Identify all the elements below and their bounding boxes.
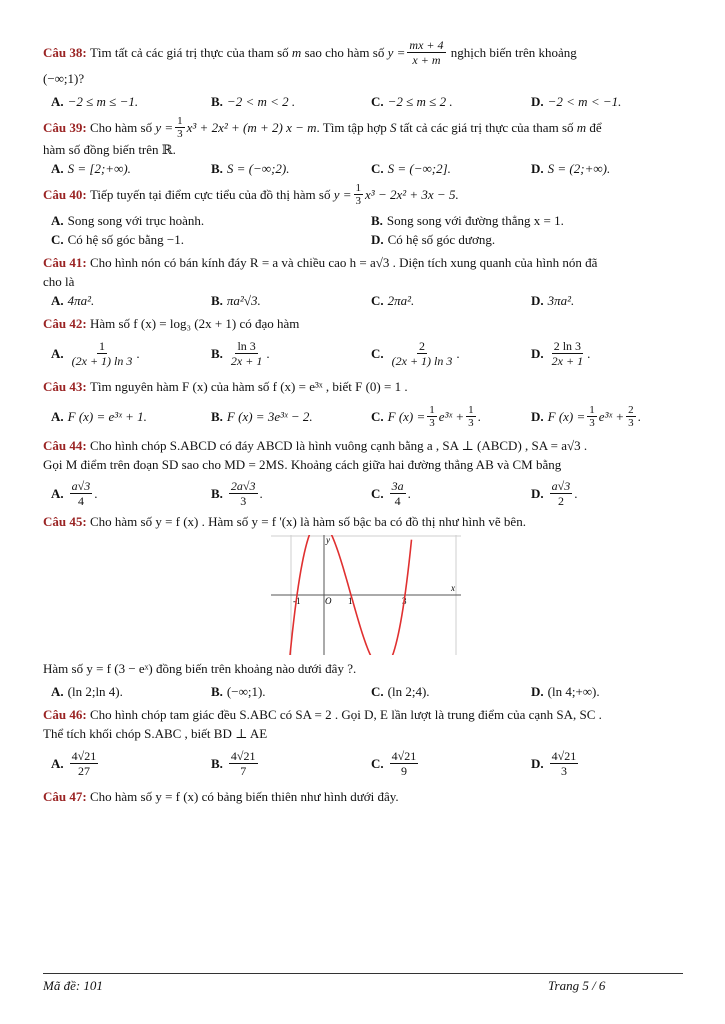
q46-option-b[interactable]: B. $\frac{4√21}{7}$ bbox=[211, 748, 256, 778]
q41-option-d[interactable]: D. 3πa². bbox=[531, 293, 575, 308]
q43-stem: Câu 43: Tìm nguyên hàm F (x) của hàm số f (x) = e³ˣ , biết F (0) = 1 . bbox=[43, 379, 408, 394]
q47-stem: Câu 47: Cho hàm số y = f (x) có bảng biến thiên như hình dưới đây. bbox=[43, 789, 399, 804]
q46-stem: Câu 46: Cho hình chóp tam giác đều S.ABC có SA = 2 . Gọi D, E lần lượt là trung điểm của cạnh SA, SC . bbox=[43, 707, 602, 722]
derivative-graph bbox=[271, 535, 461, 655]
q44-option-b[interactable]: B. $\frac{2a√3}{3}$ . bbox=[211, 478, 263, 508]
q39-option-a[interactable]: A. S = [2;+∞). bbox=[51, 161, 131, 176]
origin-label: O bbox=[325, 596, 332, 606]
q38-option-a[interactable]: A. −2 ≤ m ≤ −1. bbox=[51, 94, 139, 109]
question-40 bbox=[43, 182, 683, 249]
page-number: Trang 5 / 6 bbox=[548, 978, 606, 993]
tick-1: 1 bbox=[348, 596, 353, 606]
q41-options bbox=[43, 291, 683, 310]
q46-option-d[interactable]: D. $\frac{4√21}{3}$ bbox=[531, 748, 577, 778]
q45-option-c[interactable]: C. (ln 2;4). bbox=[371, 684, 430, 699]
q40-options-row1 bbox=[43, 211, 683, 230]
q41-option-a[interactable]: A. 4πa². bbox=[51, 293, 95, 308]
q42-options bbox=[43, 333, 683, 373]
q38-stem: Câu 38: Tìm tất cả các giá trị thực của tham số m sao cho hàm số y = $\frac{mx + 4}{x + m}$ nghịch biến trên khoảng bbox=[43, 38, 577, 67]
question-39: Câu 39: Cho hàm số y = $\frac{1}{3}$ x³ + 2x² + (m + 2) x − m . Tìm tập hợp S tất cả các giá trị thực của tham số m để hàm số đồng biến trên ℝ. A. S = [2;+∞). B. S = (−∞;2). C. S = (−∞;2]. D. S = (2;+∞). bbox=[43, 115, 683, 178]
q44-label: Câu 44: bbox=[43, 438, 87, 453]
q38-fraction: $\frac{mx + 4}{x + m}$ bbox=[409, 38, 444, 67]
q41-option-b[interactable]: B. πa²√3. bbox=[211, 293, 261, 308]
q42-option-b[interactable]: B. $\frac{\ln 3}{2x + 1}$ . bbox=[211, 338, 270, 368]
q42-option-c[interactable]: C. $\frac{2}{(2x + 1) \ln 3}$ . bbox=[371, 338, 460, 368]
q43-option-d[interactable]: D. F (x) = $\frac{1}{3}$ e³ˣ + $\frac{2}{3}$ . bbox=[531, 403, 641, 429]
q38-options bbox=[43, 92, 683, 111]
q44-stem: Câu 44: Cho hình chóp S.ABCD có đáy ABCD là hình vuông cạnh bằng a , SA ⊥ (ABCD) , SA = a√3 . bbox=[43, 438, 588, 453]
q46-label: Câu 46: bbox=[43, 707, 87, 722]
q46-option-c[interactable]: C. $\frac{4√21}{9}$ bbox=[371, 748, 417, 778]
q39-option-c[interactable]: C. S = (−∞;2]. bbox=[371, 161, 451, 176]
question-43 bbox=[43, 377, 683, 432]
q46-options bbox=[43, 743, 683, 783]
q44-option-c[interactable]: C. $\frac{3a}{4}$ . bbox=[371, 478, 411, 508]
q45-option-b[interactable]: B. (−∞;1). bbox=[211, 684, 266, 699]
q40-option-b[interactable]: B. Song song với đường thẳng x = 1. bbox=[371, 213, 564, 228]
tick-3: 3 bbox=[402, 596, 407, 606]
q45-label: Câu 45: bbox=[43, 514, 87, 529]
x-axis-label: x bbox=[451, 583, 455, 593]
question-41: Câu 41: Cho hình nón có bán kính đáy R = a và chiều cao h = a√3 . Diện tích xung quanh của hình nón đã cho là A. 4πa². B. πa²√3. C. 2πa². D. 3πa². bbox=[43, 253, 683, 310]
q47-label: Câu 47: bbox=[43, 789, 87, 804]
q41-label: Câu 41: bbox=[43, 255, 87, 270]
q45-graph bbox=[271, 535, 461, 655]
q39-option-d[interactable]: D. S = (2;+∞). bbox=[531, 161, 611, 176]
q43-label: Câu 43: bbox=[43, 379, 87, 394]
q45-options bbox=[43, 682, 683, 701]
q39-label: Câu 39: bbox=[43, 120, 87, 135]
q43-option-b[interactable]: B. F (x) = 3e³ˣ − 2. bbox=[211, 408, 313, 424]
question-38 bbox=[43, 38, 683, 111]
q38-label: Câu 38: bbox=[43, 45, 87, 60]
exam-page bbox=[43, 38, 683, 806]
q42-option-d[interactable]: D. $\frac{2 \ln 3}{2x + 1}$ . bbox=[531, 338, 591, 368]
q46-option-a[interactable]: A. $\frac{4√21}{27}$ bbox=[51, 748, 97, 778]
question-45 bbox=[43, 512, 683, 701]
q43-options bbox=[43, 400, 683, 432]
q40-option-d[interactable]: D. Có hệ số góc dương. bbox=[371, 232, 496, 247]
question-46: Câu 46: Cho hình chóp tam giác đều S.ABC có SA = 2 . Gọi D, E lần lượt là trung điểm của cạnh SA, SC . Thể tích khối chóp S.ABC , biết BD ⊥ AE A. $\frac{4√21}{27}$ B. $\frac{4√21}{7}$ C. $\frac{4√21}{9}$ D. $\frac{4√21}{3}$ bbox=[43, 705, 683, 783]
q39-stem: Câu 39: Cho hàm số y = $\frac{1}{3}$ x³ + 2x² + (m + 2) x − m . Tìm tập hợp S tất cả các giá trị thực của tham số m để bbox=[43, 115, 602, 140]
q45-stem: Câu 45: Cho hàm số y = f (x) . Hàm số y = f '(x) là hàm số bậc ba có đồ thị như hình vẽ bên. bbox=[43, 514, 526, 529]
footer-rule bbox=[43, 973, 683, 974]
q39-option-b[interactable]: B. S = (−∞;2). bbox=[211, 161, 290, 176]
q43-option-c[interactable]: C. F (x) = $\frac{1}{3}$ e³ˣ + $\frac{1}{3}$ . bbox=[371, 403, 481, 429]
tick-minus-1: -1 bbox=[293, 596, 301, 606]
q40-stem: Câu 40: Tiếp tuyến tại điểm cực tiểu của đồ thị hàm số y = $\frac{1}{3}$ x³ − 2x² + 3x − 5. bbox=[43, 182, 459, 207]
q42-label: Câu 42: bbox=[43, 316, 87, 331]
q38-interval: (−∞;1)? bbox=[43, 71, 85, 86]
q44-option-d[interactable]: D. $\frac{a√3}{2}$ . bbox=[531, 478, 578, 508]
q45-question: Hàm số y = f (3 − eˣ) đồng biến trên khoảng nào dưới đây ?. bbox=[43, 661, 357, 676]
q38-option-c[interactable]: C. −2 ≤ m ≤ 2 . bbox=[371, 94, 453, 109]
q42-option-a[interactable]: A. $\frac{1}{(2x + 1) \ln 3}$ . bbox=[51, 338, 140, 368]
q45-option-d[interactable]: D. (ln 4;+∞). bbox=[531, 684, 600, 699]
question-44: Câu 44: Cho hình chóp S.ABCD có đáy ABCD là hình vuông cạnh bằng a , SA ⊥ (ABCD) , SA = a√3 . Gọi M điểm trên đoạn SD sao cho MD = 2MS. Khoảng cách giữa hai đường thẳng AB và CM bằng A. $\frac{a√3}{4}$ . B. $\frac{2a√3}{3}$ . C. $\frac{3a}{4}$ . D. $\frac{a√3}{2}$ . bbox=[43, 436, 683, 512]
q44-option-a[interactable]: A. $\frac{a√3}{4}$ . bbox=[51, 478, 98, 508]
question-47 bbox=[43, 787, 683, 806]
q42-stem: Câu 42: Hàm số f (x) = log₃ (2x + 1) có đạo hàm bbox=[43, 316, 300, 331]
q44-options bbox=[43, 474, 683, 512]
question-42 bbox=[43, 314, 683, 373]
q39-options bbox=[43, 159, 683, 178]
q38-option-d[interactable]: D. −2 < m < −1. bbox=[531, 94, 622, 109]
q41-option-c[interactable]: C. 2πa². bbox=[371, 293, 415, 308]
q43-option-a[interactable]: A. F (x) = e³ˣ + 1. bbox=[51, 408, 147, 424]
q45-option-a[interactable]: A. (ln 2;ln 4). bbox=[51, 684, 123, 699]
q40-option-c[interactable]: C. Có hệ số góc bằng −1. bbox=[51, 232, 185, 247]
q40-label: Câu 40: bbox=[43, 187, 87, 202]
q40-options-row2 bbox=[43, 230, 683, 249]
q40-option-a[interactable]: A. Song song với trục hoành. bbox=[51, 213, 205, 228]
q38-option-b[interactable]: B. −2 < m < 2 . bbox=[211, 94, 296, 109]
q41-stem: Câu 41: Cho hình nón có bán kính đáy R = a và chiều cao h = a√3 . Diện tích xung quanh của hình nón đã bbox=[43, 255, 598, 270]
exam-code: Mã đề: 101 bbox=[43, 978, 103, 993]
y-axis-label: y bbox=[326, 535, 330, 545]
